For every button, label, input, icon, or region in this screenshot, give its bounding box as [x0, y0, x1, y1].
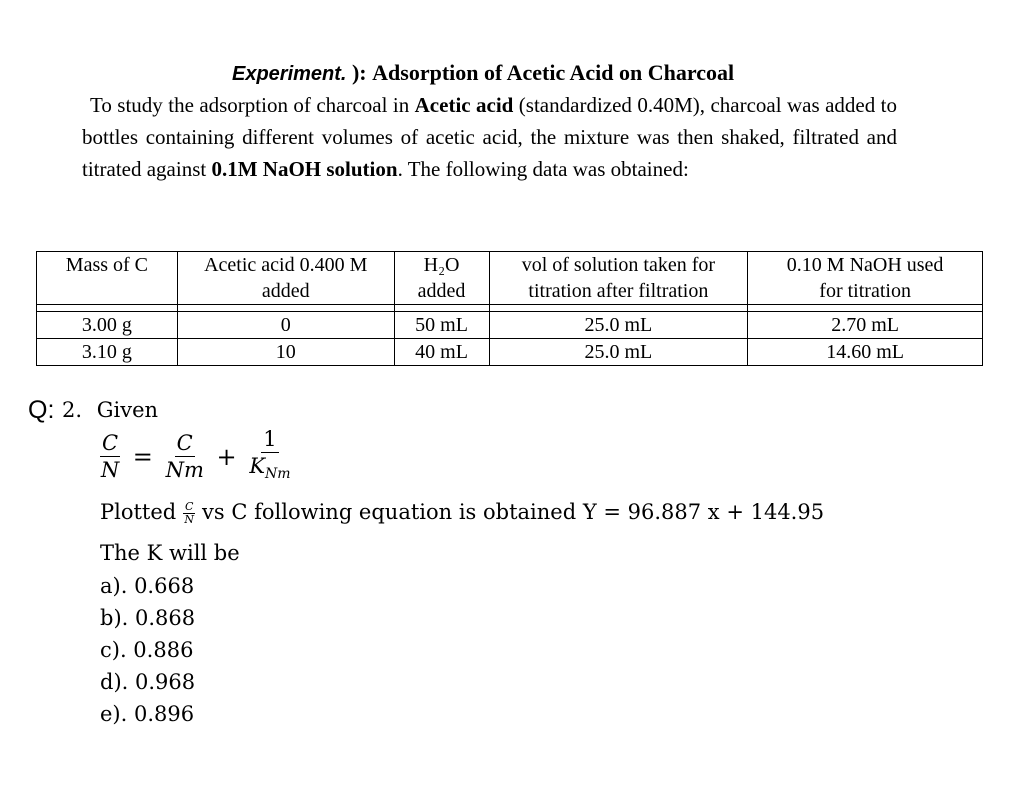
experiment-heading	[232, 60, 734, 86]
question-given-line	[62, 398, 158, 422]
header-acetic-acid: Acetic acid 0.400 M added	[177, 252, 394, 305]
table-gap-row	[37, 305, 983, 312]
cell: 50 mL	[394, 312, 489, 339]
heading-mark: ):	[351, 60, 367, 85]
cell: 40 mL	[394, 339, 489, 366]
cell: 14.60 mL	[748, 339, 983, 366]
intro-text-1: To study the adsorption of charcoal in	[90, 93, 415, 117]
question-number: 2.	[62, 398, 83, 422]
header-mass: Mass of C	[37, 252, 178, 305]
heading-title: Adsorption of Acetic Acid on Charcoal	[372, 60, 735, 85]
plotted-fraction: $\frac{C}{N}$	[184, 500, 194, 526]
cell: 10	[177, 339, 394, 366]
data-table	[36, 251, 983, 366]
option-e: e). 0.896	[100, 702, 195, 726]
table-header-row	[37, 252, 983, 305]
equals-sign: =	[132, 442, 153, 471]
plotted-equation: vs C following equation is obtained Y = 96.887 x + 144.95	[202, 500, 825, 524]
header-naoh: 0.10 M NaOH used for titration	[748, 252, 983, 305]
cell: 3.10 g	[37, 339, 178, 366]
intro-bold-naoh: 0.1M NaOH solution	[211, 157, 398, 181]
cell: 0	[177, 312, 394, 339]
question-label: Q:	[28, 396, 55, 424]
intro-text-3: . The following data was obtained:	[397, 157, 689, 181]
header-water: H₂O added	[394, 252, 489, 305]
formula-term1: $\frac{C}{Nm}$	[165, 431, 204, 483]
table-row	[37, 312, 983, 339]
option-d: d). 0.968	[100, 670, 196, 694]
intro-text-2: (standardized 0.40M), charcoal was added to bottles containing different volumes of acetic acid, the mixture was then shaked, filtrated and titrated against	[82, 93, 897, 181]
option-b: b). 0.868	[100, 606, 196, 630]
formula	[100, 426, 291, 487]
formula-term2: $\frac{1}{K_{Nm}}$	[249, 427, 291, 483]
plus-sign: +	[216, 442, 237, 471]
k-line: The K will be	[100, 541, 240, 565]
cell: 2.70 mL	[748, 312, 983, 339]
formula-lhs: $\frac{C}{N}$	[100, 431, 120, 483]
header-volume: vol of solution taken for titration after filtration	[489, 252, 748, 305]
intro-bold-acetic-acid: Acetic acid	[414, 93, 514, 117]
intro-paragraph	[82, 89, 897, 185]
table-row	[37, 339, 983, 366]
option-a: a). 0.668	[100, 574, 195, 598]
heading-prefix: Experiment.	[232, 63, 347, 85]
option-c: c). 0.886	[100, 638, 194, 662]
plotted-prefix: Plotted	[100, 500, 177, 524]
cell: 3.00 g	[37, 312, 178, 339]
plotted-line	[100, 500, 824, 526]
given-label: Given	[96, 398, 159, 422]
cell: 25.0 mL	[489, 339, 748, 366]
cell: 25.0 mL	[489, 312, 748, 339]
